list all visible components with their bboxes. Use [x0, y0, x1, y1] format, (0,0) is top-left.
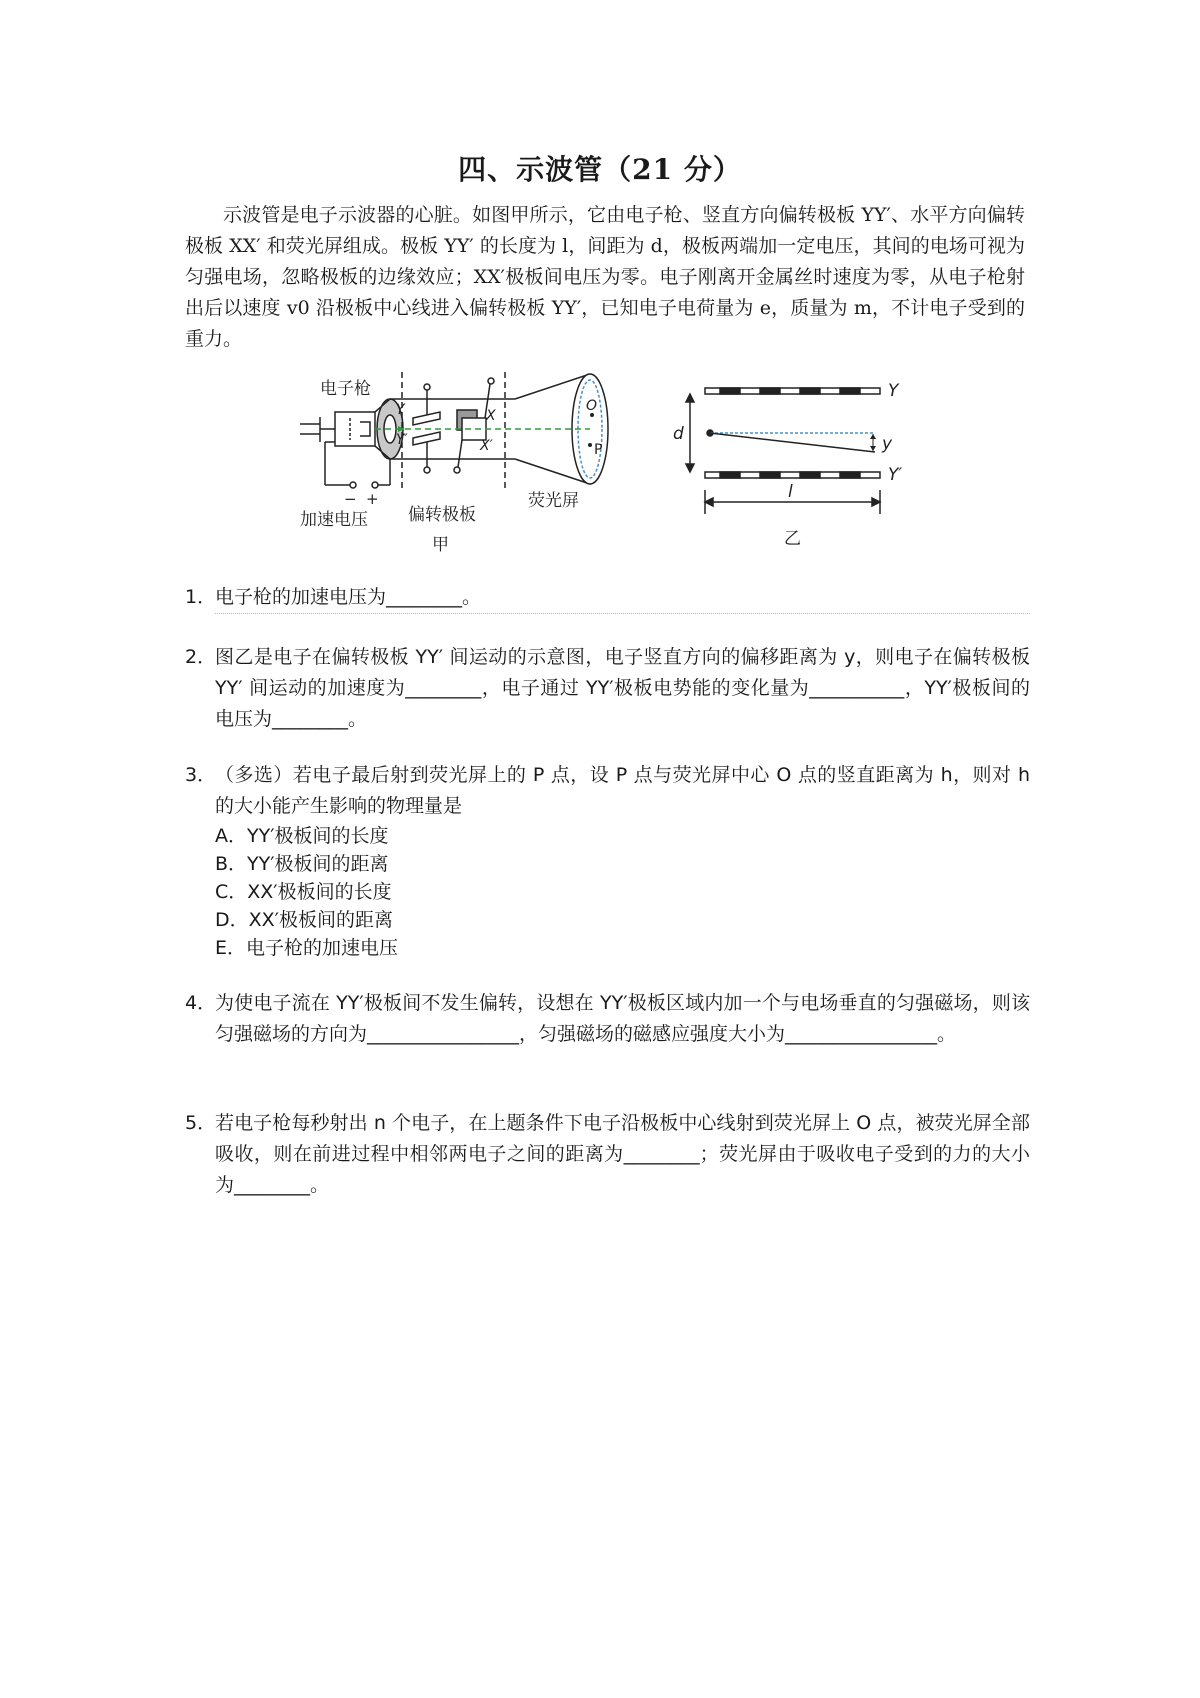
oscilloscope-figure — [290, 372, 930, 552]
label-b-Y: Y — [888, 381, 899, 401]
label-accel-voltage: 加速电压 — [300, 510, 368, 530]
label-plus: + — [366, 490, 379, 508]
question-text: 为使电子流在 YY′极板间不发生偏转，设想在 YY′极板区域内加一个与电场垂直的匀强磁场，则该匀强磁场的方向为________________，匀强磁场的磁感应强度大小为________________。 — [215, 992, 1030, 1045]
figure-b-labels — [673, 381, 902, 549]
question-number: 1． — [185, 586, 217, 608]
label-b-d: d — [673, 424, 684, 444]
question-text: 图乙是电子在偏转极板 YY′ 间运动的示意图，电子竖直方向的偏移距离为 y，则电子在偏转极板 YY′ 间运动的加速度为________，电子通过 YY′极板电势能的变化量为__________，YY′极板间的电压为________。 — [215, 646, 1030, 730]
label-Y-prime: Y′ — [396, 432, 408, 448]
option-b[interactable]: B．YY′极板间的距离 — [215, 853, 389, 875]
question-text: 电子枪的加速电压为________。 — [215, 582, 1030, 614]
label-X-prime: X′ — [480, 438, 493, 454]
label-X: X — [486, 408, 496, 424]
label-b-l: l — [788, 482, 793, 502]
question-text: 若电子枪每秒射出 n 个电子，在上题条件下电子沿极板中心线射到荧光屏上 O 点，被荧光屏全部吸收，则在前进过程中相邻两电子之间的距离为________；荧光屏由于吸收电子受到的力的大小为________。 — [215, 1112, 1030, 1196]
question-number: 3． — [185, 764, 217, 786]
label-electron-gun: 电子枪 — [320, 379, 371, 399]
question-number: 2． — [185, 646, 217, 668]
label-P: P — [594, 442, 603, 458]
caption-b: 乙 — [784, 529, 801, 549]
question-number: 4． — [185, 992, 217, 1014]
caption-a: 甲 — [432, 535, 449, 552]
option-d[interactable]: D．XX′极板间的距离 — [215, 909, 393, 931]
figure-b — [686, 388, 880, 514]
question-text: （多选）若电子最后射到荧光屏上的 P 点，设 P 点与荧光屏中心 O 点的竖直距离为 h，则对 h 的大小能产生影响的物理量是 — [215, 764, 1030, 817]
question-5 — [185, 1108, 1030, 1201]
figure-a-labels — [300, 379, 602, 552]
section-title: 四、示波管（21 分） — [458, 153, 742, 186]
question-number: 5． — [185, 1112, 217, 1134]
question-4 — [185, 988, 1030, 1050]
intro-paragraph — [185, 200, 1025, 355]
option-e[interactable]: E．电子枪的加速电压 — [215, 937, 399, 959]
label-b-y: y — [882, 434, 893, 454]
option-c[interactable]: C．XX′极板间的长度 — [215, 881, 392, 903]
label-Y: Y — [396, 402, 405, 418]
question-1 — [185, 582, 1030, 614]
label-b-Y-prime: Y′ — [888, 465, 903, 485]
intro-text: 示波管是电子示波器的心脏。如图甲所示，它由电子枪、竖直方向偏转极板 YY′、水平方向偏转极板 XX′ 和荧光屏组成。极板 YY′ 的长度为 l，间距为 d，极板两端加一定电压，其间的电场可视为匀强电场，忽略极板的边缘效应；XX′极板间电压为零。电子刚离开金属丝时速度为零，从电子枪射出后以速度 v0 沿极板中心线进入偏转极板 YY′，已知电子电荷量为 e，质量为 m，不计电子受到的重力。 — [185, 204, 1025, 350]
label-minus: − — [344, 490, 357, 508]
label-O: O — [586, 398, 598, 414]
question-3 — [185, 760, 1030, 962]
question-2 — [185, 642, 1030, 735]
label-deflection-plates: 偏转极板 — [408, 505, 476, 525]
option-a[interactable]: A．YY′极板间的长度 — [215, 825, 389, 847]
label-screen: 荧光屏 — [528, 491, 579, 511]
